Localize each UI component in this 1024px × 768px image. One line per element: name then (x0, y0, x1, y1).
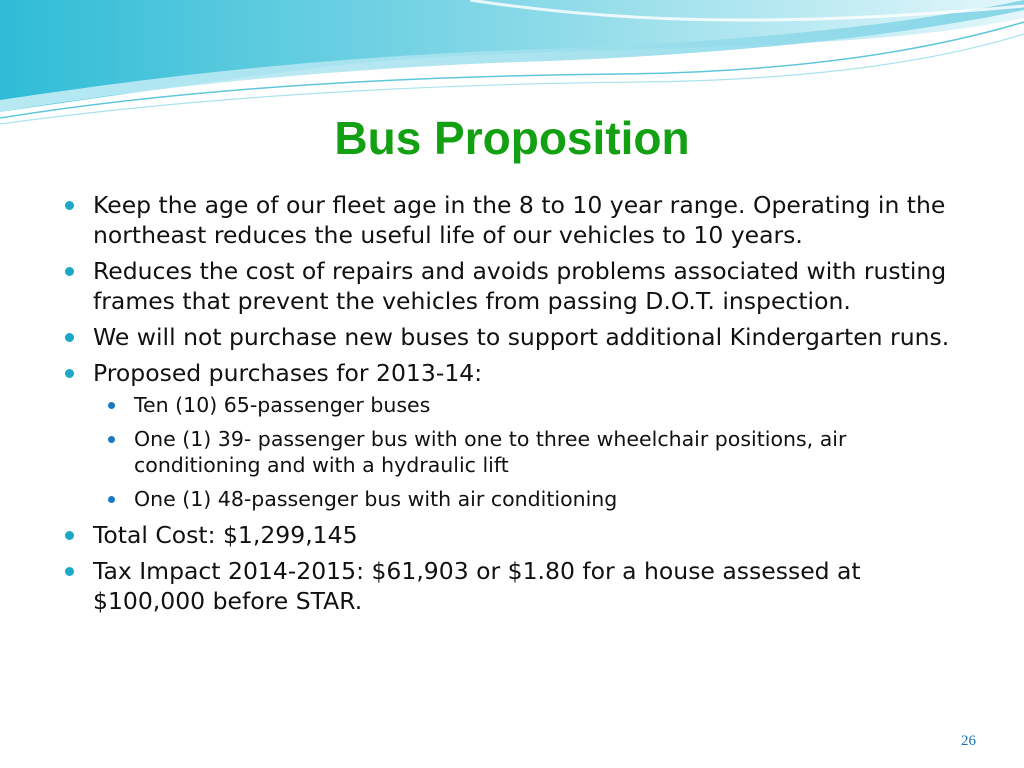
sub-bullet-list (93, 392, 967, 512)
bullet-dot-icon (65, 369, 74, 378)
bullet-text: Reduces the cost of repairs and avoids problems associated with rusting frames that prevent the vehicles from passing D.O.T. inspection. (93, 257, 947, 315)
bullet-dot-icon (65, 531, 74, 540)
slide-content (62, 190, 967, 622)
bullet-text: Total Cost: $1,299,145 (93, 521, 358, 549)
bullet-text: Tax Impact 2014-2015: $61,903 or $1.80 for a house assessed at $100,000 before STAR. (93, 557, 861, 615)
sub-bullet-item (93, 486, 967, 512)
sub-bullet-text: One (1) 48-passenger bus with air conditioning (134, 487, 618, 511)
bullet-item (62, 256, 967, 316)
page-number: 26 (961, 733, 976, 749)
bullet-dot-icon (65, 567, 74, 576)
bullet-list (62, 190, 967, 616)
bullet-item (62, 322, 967, 352)
bullet-dot-icon (65, 201, 74, 210)
bullet-dot-icon (65, 333, 74, 342)
sub-bullet-dot-icon (108, 402, 115, 409)
bullet-text: Proposed purchases for 2013-14: (93, 359, 483, 387)
bullet-item (62, 556, 967, 616)
bullet-dot-icon (65, 267, 74, 276)
bullet-text: Keep the age of our fleet age in the 8 to 10 year range. Operating in the northeast reduces the useful life of our vehicles to 10 years. (93, 191, 946, 249)
sub-bullet-item (93, 392, 967, 418)
sub-bullet-dot-icon (108, 436, 115, 443)
bullet-item (62, 190, 967, 250)
sub-bullet-text: Ten (10) 65-passenger buses (134, 393, 431, 417)
bullet-item (62, 358, 967, 512)
sub-bullet-item (93, 426, 967, 478)
bullet-text: We will not purchase new buses to support additional Kindergarten runs. (93, 323, 950, 351)
slide-title: Bus Proposition (334, 112, 690, 164)
bullet-item (62, 520, 967, 550)
sub-bullet-text: One (1) 39- passenger bus with one to three wheelchair positions, air conditioning and with a hydraulic lift (134, 427, 847, 477)
sub-bullet-dot-icon (108, 496, 115, 503)
